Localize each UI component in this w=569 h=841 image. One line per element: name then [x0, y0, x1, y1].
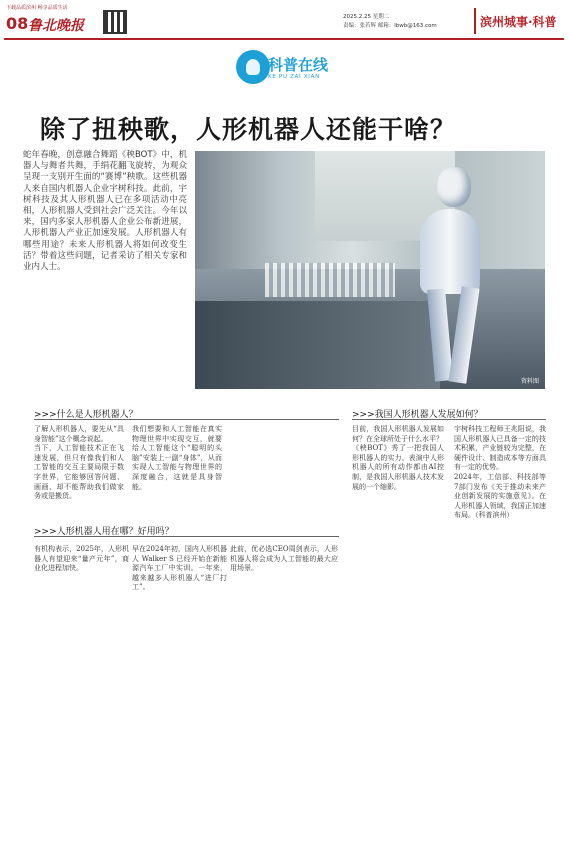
section-2-paragraph-3: 此前，优必选CEO周剑表示，人形机器人将会成为人工智能的最大应用场景。 — [230, 545, 338, 573]
section-title: 滨州城事·科普 — [480, 15, 557, 29]
qr-code-icon — [103, 10, 127, 34]
section-heading-1: >>>什么是人形机器人？ — [34, 410, 138, 420]
newspaper-name: 鲁北晚报 — [28, 18, 84, 34]
section-1-paragraph-3 — [230, 425, 338, 513]
editor-line: 责编：张若辉 邮箱：lbwb@163.com — [343, 23, 437, 29]
section-1-paragraph-2: 我们想要和人工智能在真实物理世界中实现交互，就要给人工智能这个“聪明的头脑”安装上一副“身体”，从而实现人工智能与物理世界的深度融合，这就是具身智能。 — [132, 425, 222, 491]
section-rule-1 — [34, 419, 339, 420]
section-heading-2: >>>人形机器人用在哪？好用吗？ — [34, 527, 174, 537]
date-line: 2025.2.25 星期二 — [343, 14, 390, 20]
lead-paragraph: 蛇年春晚，创意融合舞蹈《秧BOT》中，机器人与舞者共舞，手绢花翻飞旋转，为观众呈现一支别开生面的“赛博”秧歌。这些机器人来自国内机器人企业宇树科技。此前，宇树科技及其人形机器人已在多项活动中亮相，人形机器人受到社会广泛关注。今年以来，国内多家人形机器人企业公布新进展，人形机器人产业正加速发展。人形机器人有哪些用途？未来人形机器人将如何改变生活？带着这些问题，记者采访了相关专家和业内人士。 — [23, 150, 187, 273]
section-rule-3 — [352, 419, 546, 420]
section-1-paragraph-1: 了解人形机器人，要先从“具身智能”这个概念说起。 当下，人工智能技术正在飞速发展，但只有像我们和人工智能的交互主要局限于数字世界，它能够回答问题、画画、却不能帮助我们做家务或是搬货。 — [34, 425, 124, 501]
header-meta — [343, 13, 437, 31]
robot-icon — [236, 50, 270, 84]
header-notice: 下载品质滨州 畅享品质生活 — [6, 5, 68, 11]
header-divider — [4, 38, 564, 40]
section-2-paragraph-2: 早在2024年初，国内人形机器人 Walker S 已经开始在新能源汽车工厂中实训。一年来，越来越多人形机器人“进厂打工”。 — [132, 545, 227, 592]
plates — [265, 263, 395, 297]
section-2-paragraph-1: 有机构表示，2025年，人形机器人有望迎来“量产元年”，商业化进程加快。 — [34, 545, 129, 573]
photo-credit: 资料图 — [520, 378, 539, 385]
column-logo — [236, 50, 332, 88]
column-name: 科普在线 — [268, 56, 329, 74]
robot-head — [437, 167, 471, 207]
article-headline: 除了扭秧歌，人形机器人还能干啥？ — [40, 115, 457, 144]
dishwasher-drawer — [195, 301, 440, 389]
section-3-paragraph-2: 宇树科技工程师王兆阳说，我国人形机器人已具备一定的技术积累，产业链较为完整，在硬件设计、制造成本等方面具有一定的优势。 2024年，工信部、科技部等7部门发布《关于推动未来产业创新发展的实施意见》。在人形机器人领域，我国正加速布局。（科普滨州） — [454, 425, 546, 520]
page-number: 08 — [6, 14, 29, 33]
section-rule-2 — [34, 536, 339, 537]
robot-photo — [195, 151, 545, 389]
section-3-paragraph-1: 目前，我国人形机器人发展如何？在全球所处于什么水平？ 《秧BOT》秀了一把我国人形机器人的实力。表演中人形机器人的所有动作都由AI控制，是我国人形机器人技术发展的一个缩影。 — [352, 425, 444, 491]
column-pinyin: KE PU ZAI XIAN — [268, 74, 320, 80]
section-heading-3: >>>我国人形机器人发展如何？ — [352, 410, 483, 420]
robot-body — [420, 209, 480, 294]
